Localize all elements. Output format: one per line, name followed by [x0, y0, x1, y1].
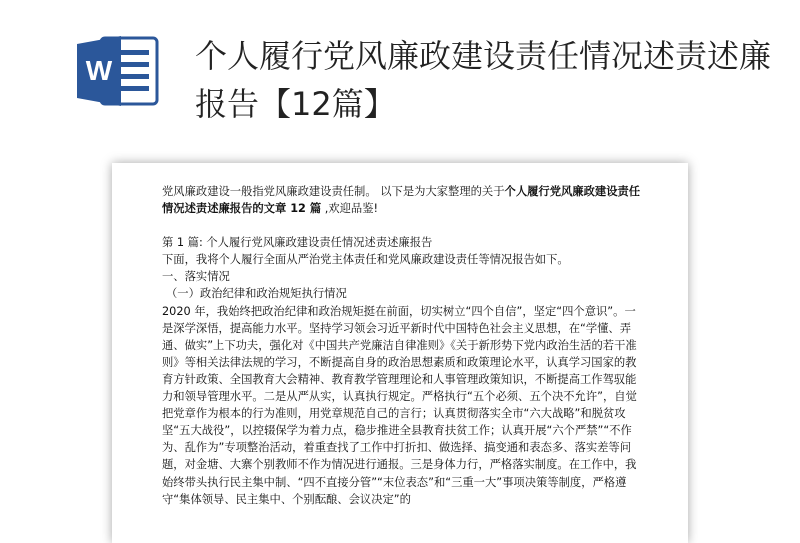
section-heading: 第 1 篇: 个人履行党风廉政建设责任情况述责述廉报告	[162, 236, 433, 250]
document-content	[162, 183, 646, 508]
intro-text: 党风廉政建设一般指党风廉政建设责任制。 以下是为大家整理的关于	[162, 185, 505, 198]
header	[0, 0, 800, 160]
document-title: 个人履行党风廉政建设责任情况述责述廉报告【12篇】	[195, 37, 772, 123]
lead-paragraph: 下面，我将个人履行全面从严治党主体责任和党风廉政建设责任等情况报告如下。	[162, 253, 569, 267]
word-icon-letter: W	[85, 55, 113, 86]
body-paragraph: 2020 年，我始终把政治纪律和政治规矩挺在前面，切实树立“四个自信”，坚定“四个意识”。一是深学深悟，提高能力水平。坚持学习领会习近平新时代中国特色社会主义思想，在“学懂、弄通、做实”上下功夫，强化对《中国共产党廉洁自律准则》《关于新形势下党内政治生活的若干准则》等相关法律法规的学习，不断提高自身的政治思想素质和政策理论水平，认真学习国家的教育方针政策、全国教育大会精神、教育教学管理理论和人事管理政策知识，不断提高工作驾驭能力和领导管理水平。二是从严从实，认真执行规定。严格执行“五个必须、五个决不允许”，自觉把党章作为根本的行为准则，用党章规范自己的言行；认真贯彻落实全市“六大战略”和脱贫攻坚“五大战役”，以控辍保学为着力点，稳步推进全县教育扶贫工作；认真开展“六个严禁”“不作为、乱作为”专项整治活动，着重查找了工作中打折扣、做选择、搞变通和表态多、落实差等问题，对金塘、大寨个别教师不作为情况进行通报。三是身体力行，严格落实制度。在工作中，我始终带头执行民主集中制、“四不直接分管”“末位表态”和“三重一大”事项决策等制度，严格遵守“集体领导、民主集中、个别酝酿、会议决定”的	[162, 304, 637, 506]
intro-paragraph	[162, 183, 646, 217]
document-page	[112, 163, 688, 543]
heading-level-2: （一）政治纪律和政治规矩执行情况	[166, 287, 347, 301]
word-icon	[75, 34, 163, 108]
intro-bold-text: 个人履行党风廉政建设责任情况述责述廉报告的文章 12 篇	[162, 185, 641, 216]
heading-level-1: 一、落实情况	[162, 270, 230, 284]
intro-suffix: ,欢迎品鉴!	[321, 202, 379, 216]
